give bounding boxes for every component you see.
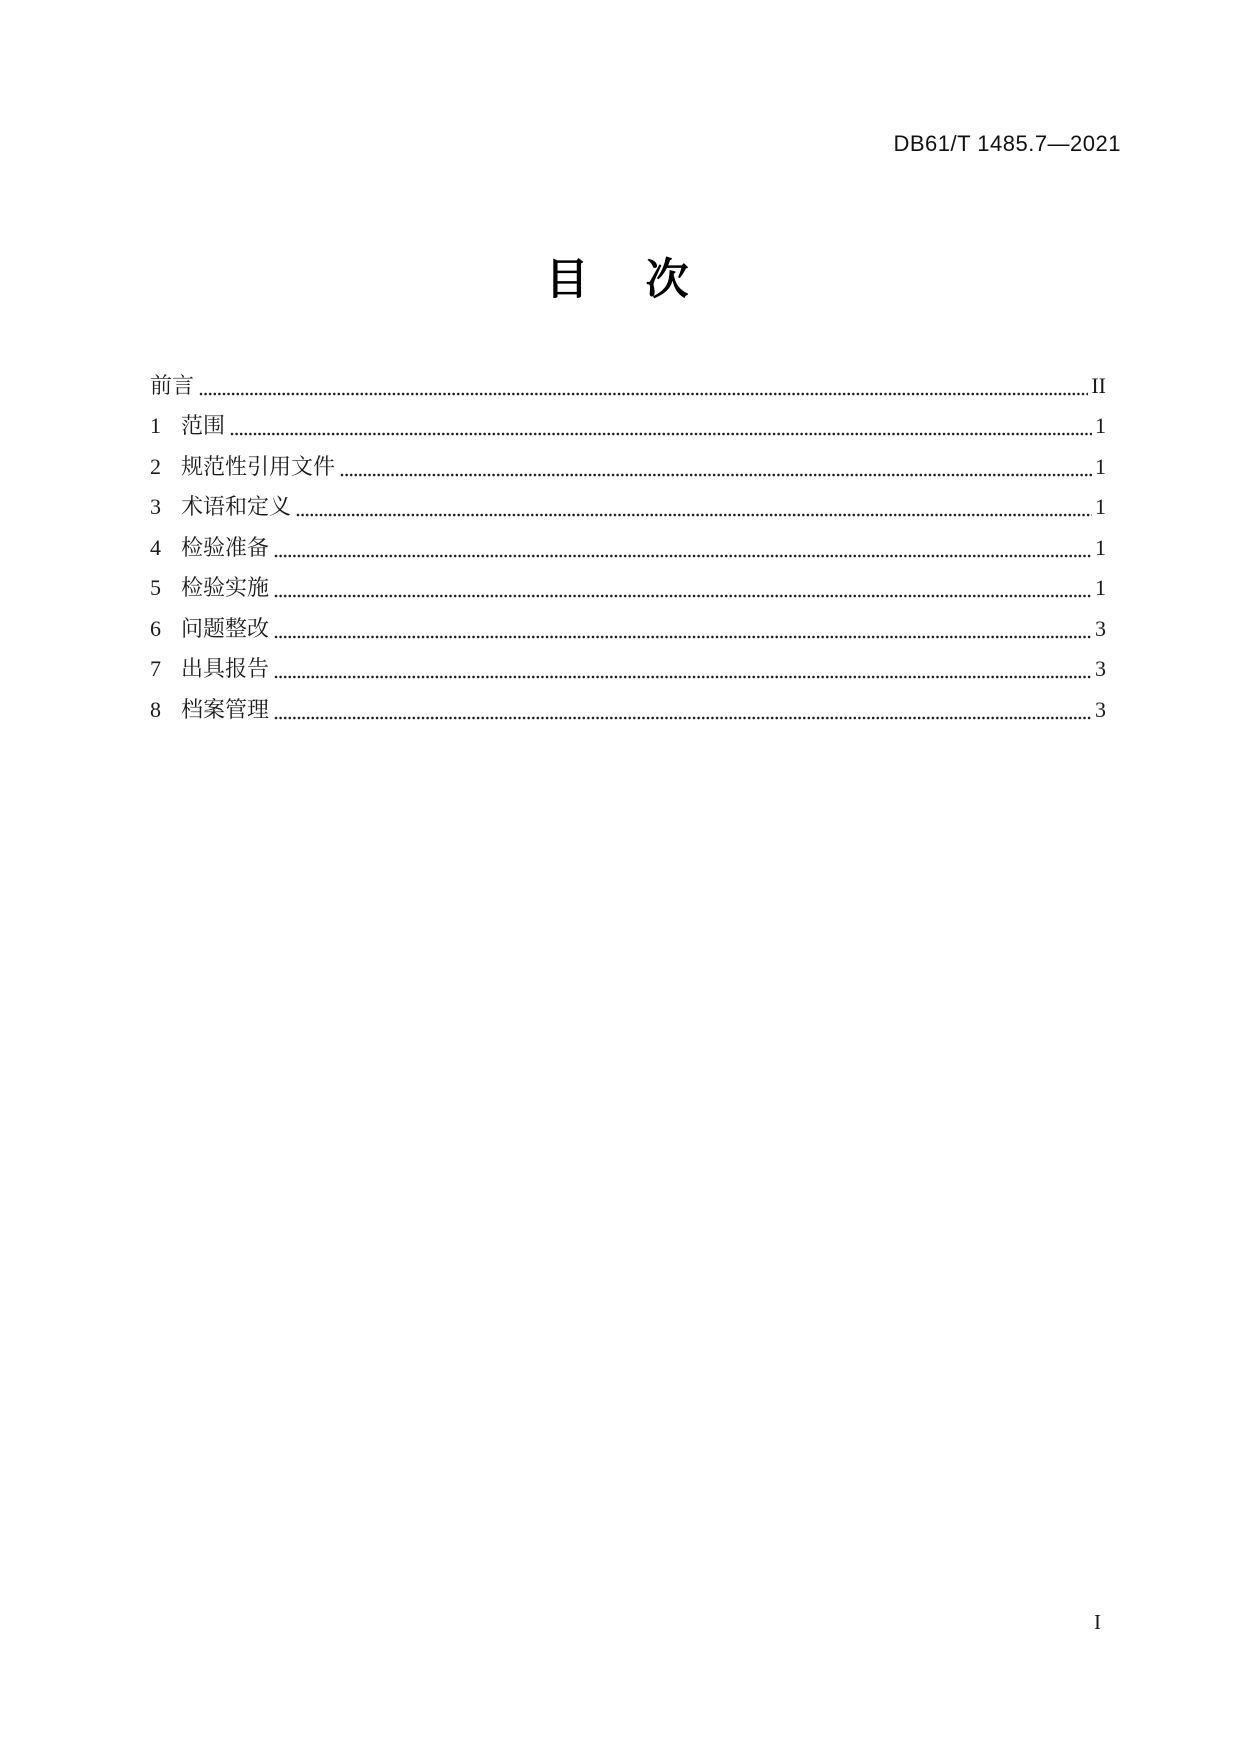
toc-row	[150, 609, 1106, 650]
toc-entry-page: 1	[1095, 534, 1106, 560]
toc-entry-label: 检验实施	[181, 575, 270, 600]
toc-entry-page: 1	[1095, 413, 1106, 438]
toc-entry-number: 8	[150, 696, 161, 722]
toc-entry-label: 出具报告	[181, 656, 270, 681]
toc-leader-dots	[340, 473, 1092, 477]
toc-row	[150, 528, 1106, 569]
toc-entry-number: 4	[150, 534, 161, 560]
toc-entry-label: 前言	[150, 372, 195, 398]
toc-entry-label: 问题整改	[181, 615, 270, 641]
toc-entry-page: 1	[1095, 494, 1106, 519]
footer-page-number: I	[1094, 1610, 1101, 1634]
toc-row	[150, 366, 1106, 407]
toc-row	[150, 447, 1106, 488]
toc-entry-page: 3	[1095, 656, 1106, 681]
toc-entry-number: 6	[150, 615, 161, 641]
toc-row	[150, 569, 1106, 610]
toc-leader-dots	[230, 432, 1092, 436]
toc-entry-label: 术语和定义	[181, 494, 292, 519]
toc-entry-label: 检验准备	[181, 534, 270, 560]
toc-leader-dots	[274, 635, 1092, 639]
toc-entry-label: 规范性引用文件	[181, 453, 336, 479]
doc-code: DB61/T 1485.7—2021	[893, 131, 1121, 156]
toc-entry-label: 范围	[181, 413, 226, 438]
toc-leader-dots	[274, 716, 1092, 720]
toc-list	[150, 366, 1106, 731]
toc-leader-dots	[199, 392, 1088, 396]
toc-entry-number: 2	[150, 453, 161, 479]
toc-leader-dots	[296, 513, 1092, 517]
toc-entry-page: II	[1091, 372, 1106, 398]
toc-entry-number: 1	[150, 413, 161, 438]
toc-leader-dots	[274, 554, 1092, 558]
toc-entry-number: 5	[150, 575, 161, 600]
toc-entry-page: 3	[1095, 615, 1106, 641]
toc-entry-label: 档案管理	[181, 696, 270, 722]
toc-row	[150, 650, 1106, 691]
toc-leader-dots	[274, 594, 1092, 598]
toc-entry-page: 3	[1095, 696, 1106, 722]
toc-row	[150, 488, 1106, 529]
toc-leader-dots	[274, 675, 1092, 679]
toc-row	[150, 407, 1106, 448]
toc-row	[150, 690, 1106, 731]
toc-entry-number: 7	[150, 656, 161, 681]
toc-entry-page: 1	[1095, 575, 1106, 600]
page-title: 目 次	[545, 256, 696, 304]
toc-entry-page: 1	[1095, 453, 1106, 479]
toc-entry-number: 3	[150, 494, 161, 519]
